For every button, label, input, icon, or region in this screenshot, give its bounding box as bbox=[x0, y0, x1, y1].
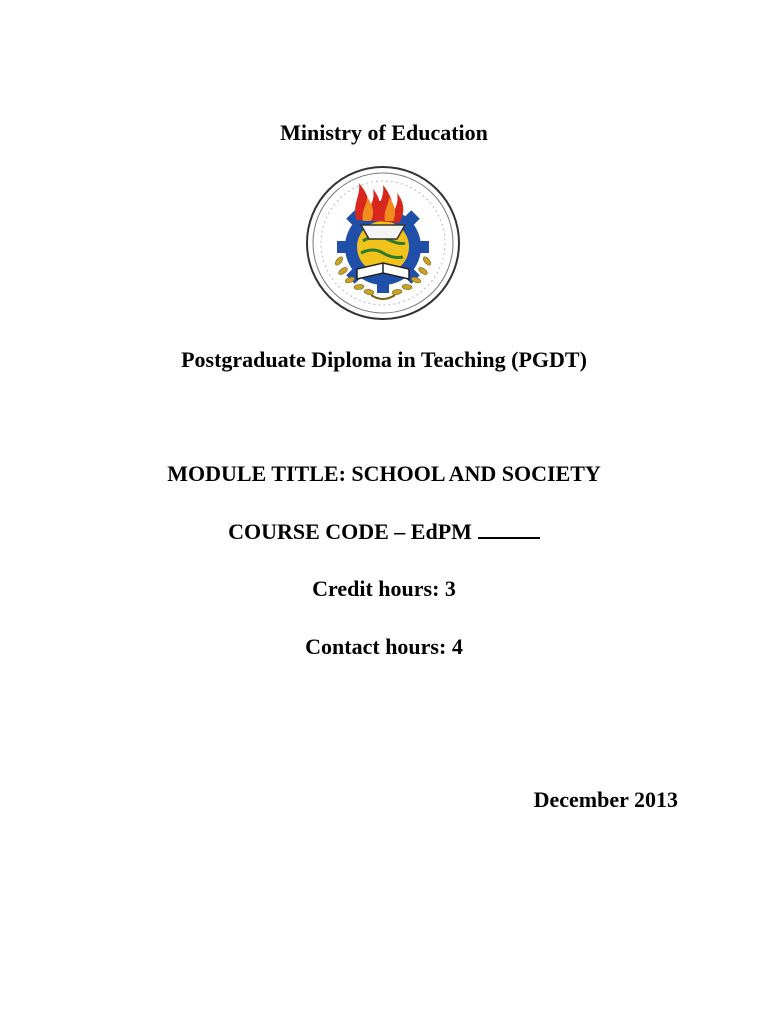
document-date: December 2013 bbox=[533, 787, 678, 812]
institution-seal-icon bbox=[305, 165, 461, 321]
credit-hours: Credit hours: 3 bbox=[312, 576, 456, 601]
contact-hours: Contact hours: 4 bbox=[305, 634, 463, 659]
course-code: COURSE CODE – EdPM bbox=[228, 519, 472, 544]
module-title: MODULE TITLE: SCHOOL AND SOCIETY bbox=[167, 461, 601, 486]
course-code-line bbox=[0, 519, 768, 545]
course-code-blank bbox=[478, 519, 540, 539]
program-title: Postgraduate Diploma in Teaching (PGDT) bbox=[181, 347, 587, 372]
ministry-heading: Ministry of Education bbox=[280, 120, 488, 145]
